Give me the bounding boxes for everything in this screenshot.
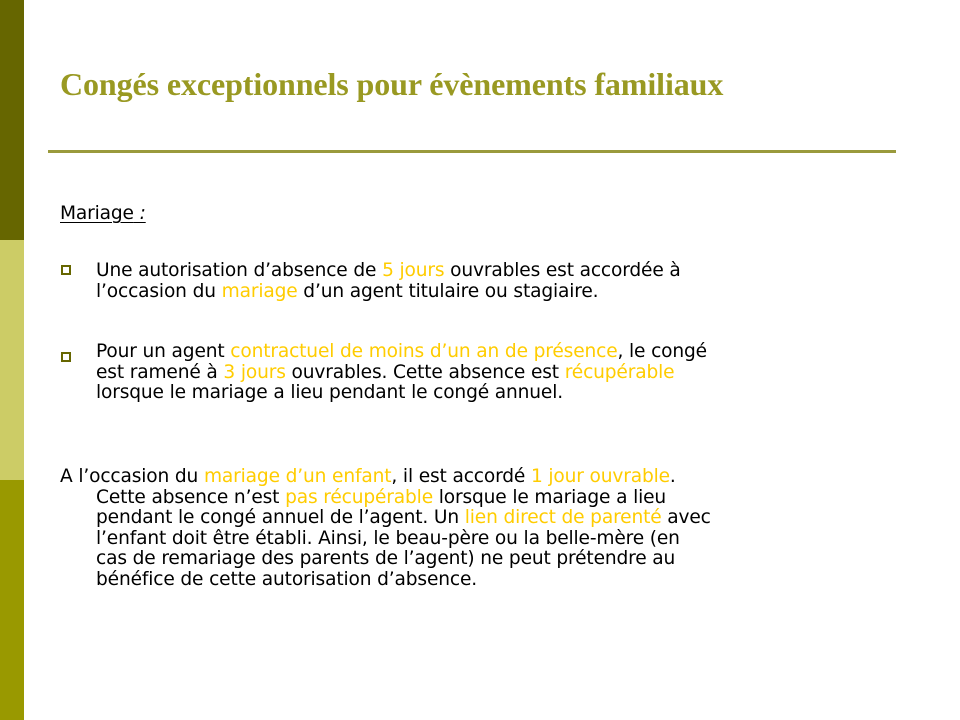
text-run: Cette absence n’est xyxy=(96,486,286,508)
section-heading-label: Mariage xyxy=(60,203,134,224)
text-run: Pour un agent xyxy=(96,341,231,362)
text-run: bénéfice de cette autorisation d’absence. xyxy=(96,568,478,590)
text-line xyxy=(60,508,711,529)
text-run: l’enfant doit être établi. Ainsi, le beau-père ou la belle-mère (en xyxy=(96,527,680,549)
text-run: ouvrables. Cette absence est xyxy=(285,361,565,383)
text-run: ouvrables est accordée à xyxy=(444,260,681,281)
text-run: est ramené à xyxy=(96,361,224,383)
sidebar-band-olive xyxy=(0,480,24,720)
text-line xyxy=(60,488,711,509)
highlighted-text: mariage d’un enfant xyxy=(203,466,392,487)
text-run: avec xyxy=(661,507,711,529)
text-run: , il est accordé xyxy=(391,466,531,487)
text-line xyxy=(96,342,707,363)
text-run: A l’occasion du xyxy=(60,466,204,487)
text-line xyxy=(96,282,681,303)
hollow-square-bullet-icon xyxy=(61,265,71,275)
slide-title: Congés exceptionnels pour évènements familiaux xyxy=(60,66,724,102)
title-divider xyxy=(48,150,896,153)
text-run: , le congé xyxy=(617,341,707,362)
text-line xyxy=(96,363,707,384)
text-run: pendant le congé annuel de l’agent. Un xyxy=(96,507,465,529)
text-run: Une autorisation d’absence de xyxy=(96,260,383,281)
highlighted-text: mariage xyxy=(221,280,298,302)
text-line xyxy=(96,383,707,404)
highlighted-text: contractuel de moins d’un an de présence xyxy=(230,341,618,362)
text-line xyxy=(60,529,711,550)
highlighted-text: récupérable xyxy=(564,361,675,383)
text-line xyxy=(60,570,711,591)
hollow-square-bullet-icon xyxy=(61,352,71,362)
bullet-text xyxy=(96,342,707,404)
section-heading xyxy=(60,204,146,225)
child-marriage-paragraph xyxy=(60,467,711,591)
highlighted-text: lien direct de parenté xyxy=(464,507,662,529)
highlighted-text: pas récupérable xyxy=(285,486,433,508)
highlighted-text: 3 jours xyxy=(223,361,286,383)
bullet-text xyxy=(96,261,681,302)
section-heading-colon: : xyxy=(133,203,146,224)
text-line xyxy=(60,467,711,488)
text-run: d’un agent titulaire ou stagiaire. xyxy=(297,280,599,302)
sidebar-band-dark xyxy=(0,0,24,240)
text-line xyxy=(60,549,711,570)
highlighted-text: 5 jours xyxy=(382,260,445,281)
text-run: cas de remariage des parents de l’agent) ne peut prétendre au xyxy=(96,548,676,570)
text-run: . xyxy=(669,466,676,487)
text-run: l’occasion du xyxy=(96,280,222,302)
text-line xyxy=(96,261,681,282)
text-run: lorsque le mariage a lieu pendant le congé annuel. xyxy=(96,382,563,404)
sidebar-band-light xyxy=(0,240,24,480)
text-run: lorsque le mariage a lieu xyxy=(432,486,667,508)
highlighted-text: 1 jour ouvrable xyxy=(530,466,670,487)
